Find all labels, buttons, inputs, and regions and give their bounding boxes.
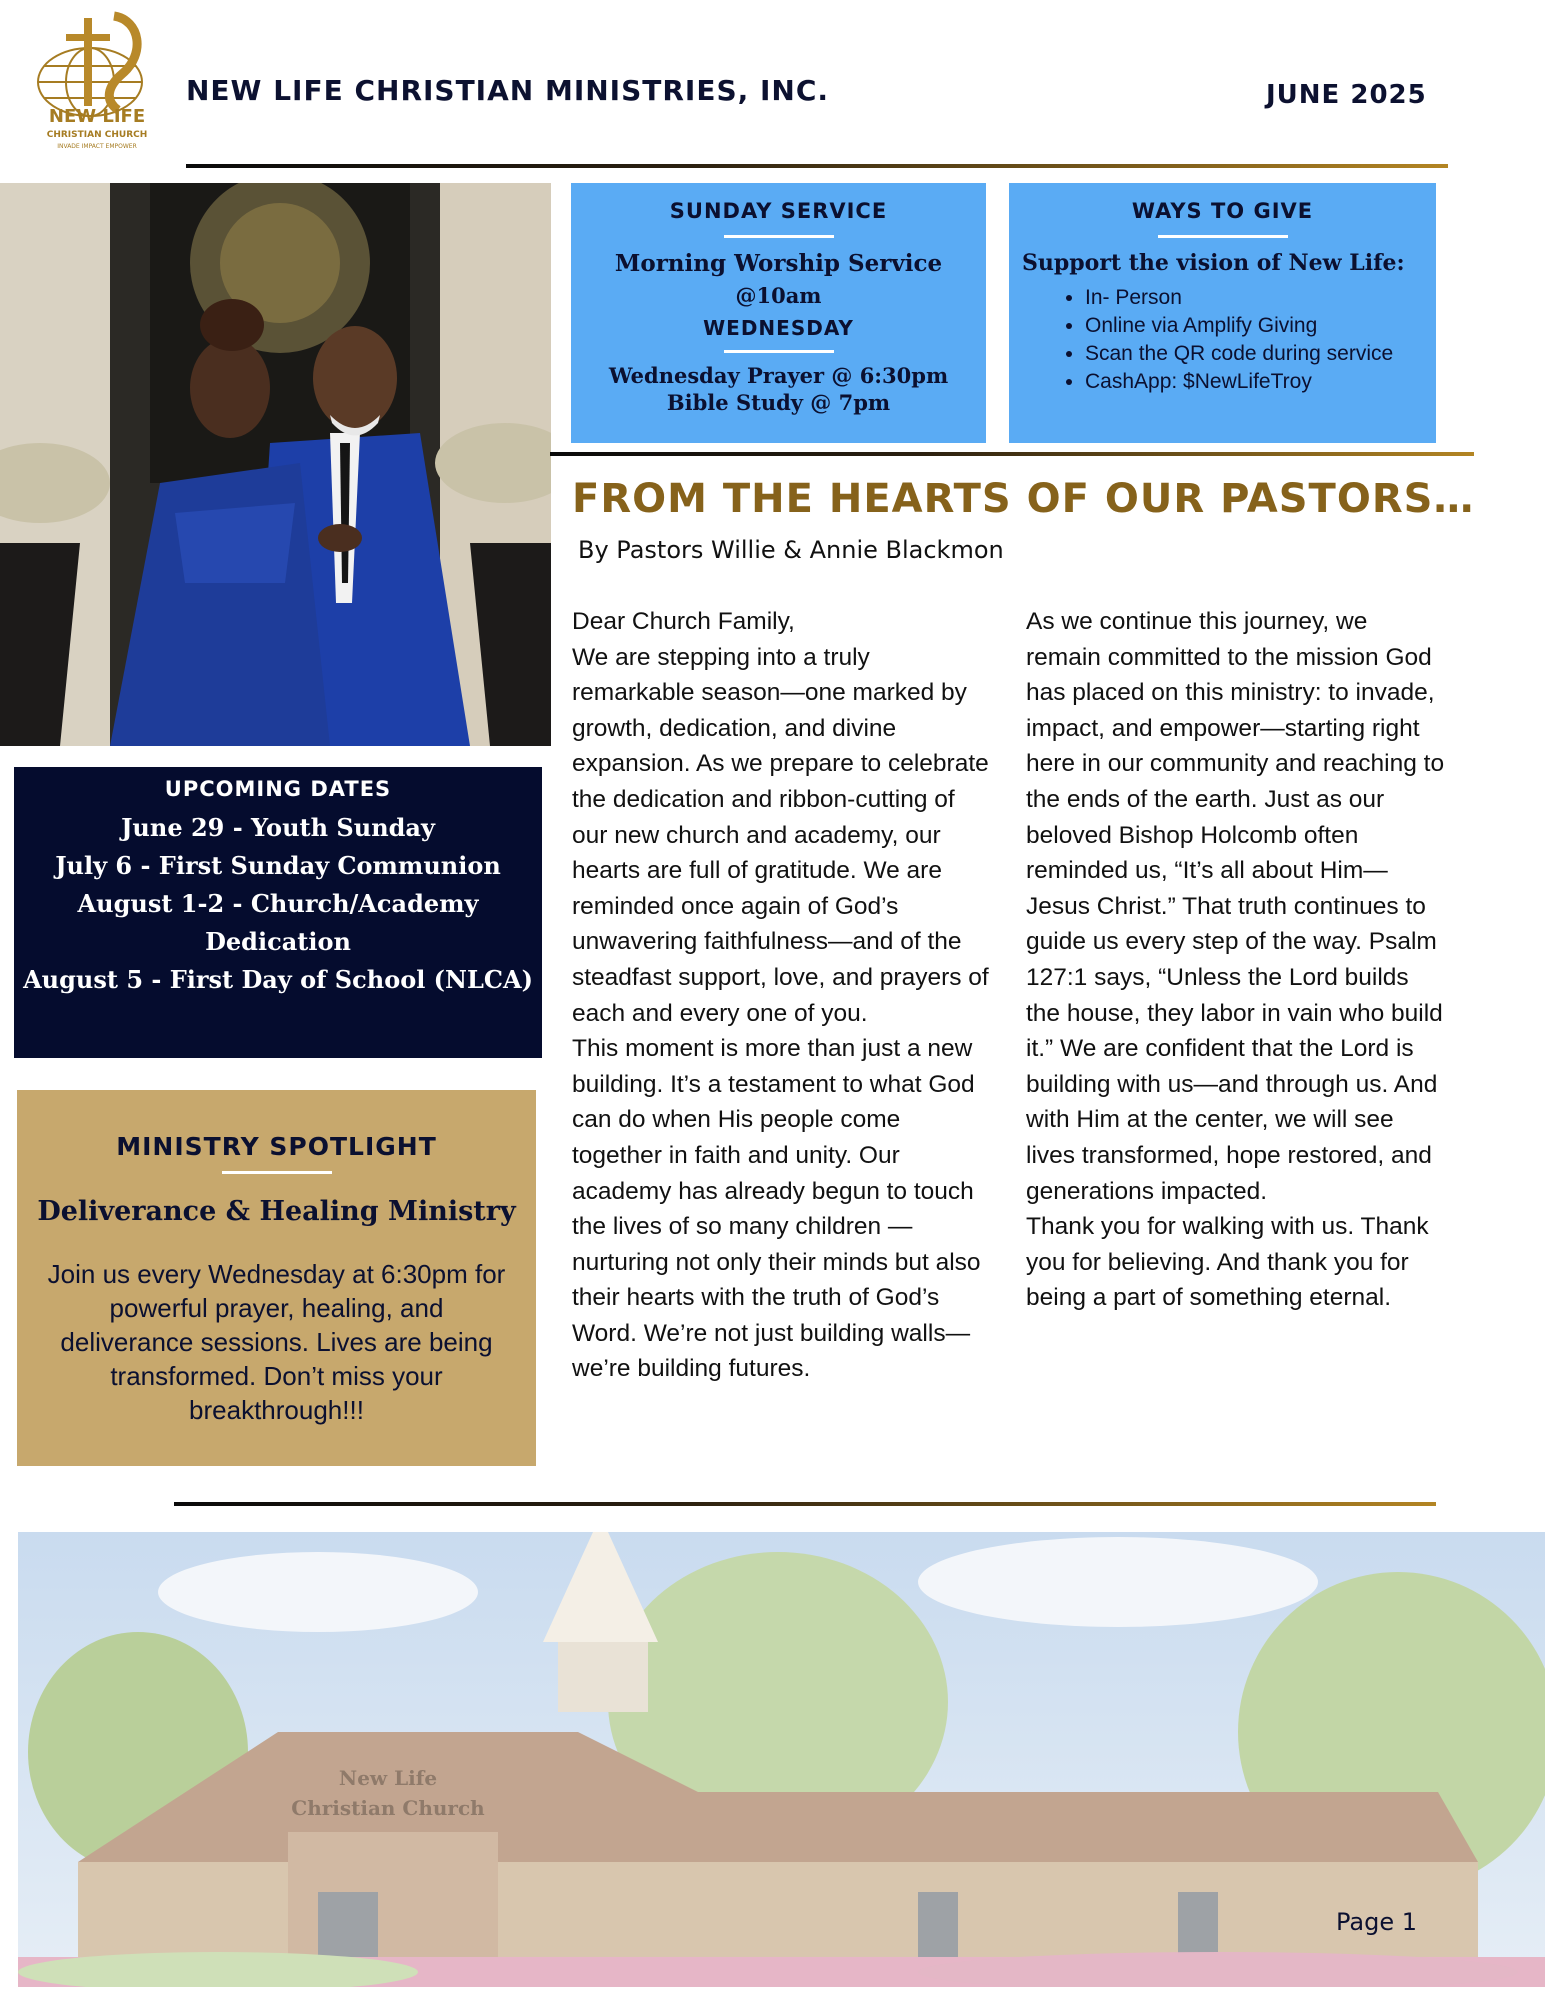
ways-to-give-box [1009, 183, 1436, 443]
article-paragraph: As we continue this journey, we remain committed to the mission God has placed on this ministry: to invade, impact, and empower—starting right here in our community and reaching to the ends of the earth. Just as our beloved Bishop Holcomb often reminded us, “It’s all about Him—Jesus Christ.” That truth continues to guide us every step of the way. Psalm 127:1 says, “Unless the Lord builds the house, they labor in vain who build it.” We are confident that the Lord is building with us—and through us. And with Him at the center, we will see lives transformed, hope restored, and generations impacted. [1026, 608, 1445, 1205]
give-methods-list [1009, 284, 1436, 396]
building-sign-line2: Christian Church [291, 1796, 485, 1820]
article-paragraph: We are stepping into a truly remarkable season—one marked by growth, dedication, and divine expansion. As we prepare to celebrate the dedication and ribbon-cutting of our new church and academy, our hearts are full of gratitude. We are reminded once again of God’s unwavering faithfulness—and of the steadfast support, love, and prayers of each and every one of you. [572, 643, 989, 1027]
heading-underline [724, 350, 834, 353]
wednesday-prayer: Wednesday Prayer @ 6:30pm [608, 363, 949, 388]
ways-to-give-heading: WAYS TO GIVE [1131, 199, 1314, 223]
heading-underline [1158, 235, 1288, 238]
article-paragraph: This moment is more than just a new building. It’s a testament to what God can do when His people come together in faith and unity. Our academy has already begun to touch the lives of so many children —nurturing not only their minds but also their hearts with the truth of God’s Word. We’re not just building walls—we’re building futures. [572, 1035, 981, 1383]
upcoming-dates-heading: UPCOMING DATES [164, 777, 392, 801]
pastors-photo [0, 183, 551, 746]
spotlight-description: Join us every Wednesday at 6:30pm for powerful prayer, healing, and deliverance sessions. Lives are being transformed. Don’t miss your breakthrough!!! [47, 1259, 506, 1425]
article-paragraph: Dear Church Family, [572, 608, 795, 635]
section-divider [550, 452, 1474, 456]
building-sign-line1: New Life [338, 1766, 438, 1790]
page-number: Page 1 [1336, 1908, 1417, 1936]
heading-underline [222, 1171, 332, 1174]
upcoming-dates-box [14, 767, 542, 1058]
upcoming-dates-list [14, 809, 542, 999]
footer-divider [174, 1502, 1436, 1506]
date-item: August 5 - First Day of School (NLCA) [23, 965, 533, 994]
spotlight-heading: MINISTRY SPOTLIGHT [116, 1132, 437, 1161]
service-name: Morning Worship Service [614, 250, 943, 277]
sunday-service-box [571, 183, 986, 443]
give-method: • CashApp: $NewLifeTroy [1085, 368, 1436, 396]
give-method: • Scan the QR code during service [1085, 340, 1436, 368]
service-time: @10am [735, 283, 822, 308]
ministry-name: Deliverance & Healing Ministry [37, 1196, 516, 1227]
heading-underline [724, 235, 834, 238]
wednesday-heading: WEDNESDAY [703, 316, 854, 340]
article-title: FROM THE HEARTS OF OUR PASTORS… [572, 476, 1475, 522]
ministry-spotlight-box [17, 1090, 536, 1466]
organization-name: NEW LIFE CHRISTIAN MINISTRIES, INC. [186, 74, 830, 107]
church-logo [22, 10, 172, 168]
give-intro: Support the vision of New Life: [1022, 250, 1405, 276]
issue-date: JUNE 2025 [1266, 80, 1427, 110]
logo-text-line3: INVADE IMPACT EMPOWER [57, 143, 137, 150]
article-column-right [1026, 604, 1446, 1316]
logo-text-line2: CHRISTIAN CHURCH [46, 130, 148, 140]
date-item: August 1-2 - Church/Academy Dedication [77, 889, 479, 956]
header-divider [186, 164, 1448, 168]
sunday-service-heading: SUNDAY SERVICE [669, 199, 888, 223]
date-item: July 6 - First Sunday Communion [55, 851, 501, 880]
bible-study: Bible Study @ 7pm [666, 390, 891, 415]
church-building-image [18, 1532, 1545, 1987]
article-paragraph: Thank you for walking with us. Thank you for believing. And thank you for being a part of something eternal. [1026, 1213, 1429, 1312]
give-method: • In- Person [1085, 284, 1436, 312]
date-item: June 29 - Youth Sunday [121, 813, 435, 842]
give-method: • Online via Amplify Giving [1085, 312, 1436, 340]
article-byline: By Pastors Willie & Annie Blackmon [578, 536, 1004, 564]
article-column-left [572, 604, 992, 1387]
logo-text-line1: NEW LIFE [48, 106, 146, 127]
